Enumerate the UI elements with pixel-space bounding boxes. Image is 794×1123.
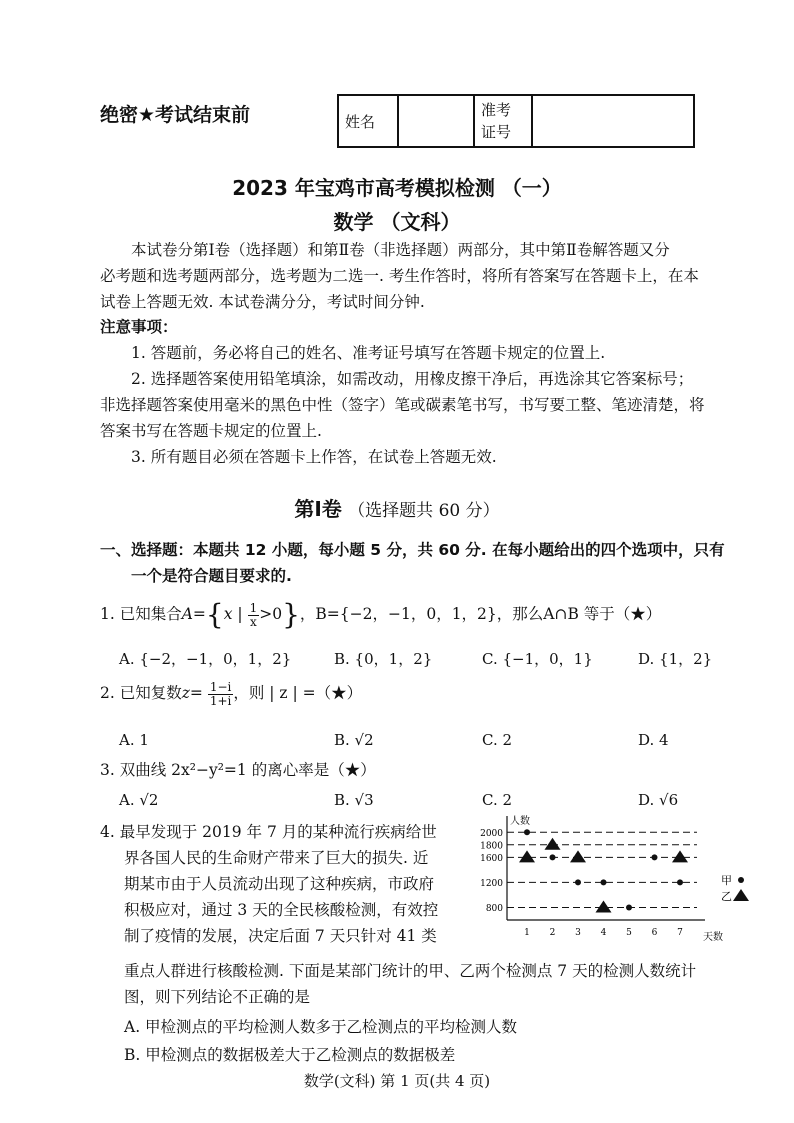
exam-id-label: 准考 证号 (474, 95, 532, 147)
notice-item-2-line-1: 2. 选择题答案使用铅笔填涂，如需改动，用橡皮擦干净后，再选涂其它答案标号； (131, 370, 694, 388)
question-3-option-a[interactable]: A. √2 (119, 791, 159, 809)
y-tick-label: 800 (485, 903, 503, 914)
name-field[interactable] (398, 95, 474, 147)
notice-item-2-line-2: 非选择题答案使用毫米的黑色中性（签字）笔或碳素笔书写，书写要工整、笔迹清楚，将 (100, 396, 705, 414)
question-1-option-c[interactable]: C. {−1，0，1} (482, 650, 593, 668)
name-label: 姓名 (338, 95, 398, 147)
question-2-option-a[interactable]: A. 1 (119, 731, 149, 749)
point-jia (626, 904, 632, 910)
x-tick-label: 5 (626, 928, 632, 938)
notice-item-1: 1. 答题前，务必将自己的姓名、准考证号填写在答题卡规定的位置上. (131, 344, 606, 362)
legend-label-yi: 乙 (721, 890, 732, 903)
page-footer: 数学(文科) 第 1 页(共 4 页) (303, 1072, 491, 1090)
question-4-line-4: 积极应对，通过 3 天的全民核酸检测，有效控 (124, 901, 439, 919)
question-4-option-b[interactable]: B. 甲检测点的数据极差大于乙检测点的数据极差 (124, 1046, 456, 1064)
intro-line-3: 试卷上答题无效. 本试卷满分分，考试时间分钟. (100, 293, 425, 311)
x-tick-label: 1 (524, 928, 530, 938)
notice-item-2-line-3: 答案书写在答题卡规定的位置上. (100, 422, 322, 440)
confidential-label: 绝密★考试结束前 (100, 104, 251, 126)
detection-count-chart (465, 812, 765, 947)
y-tick-label: 1600 (480, 853, 503, 864)
section-title: 第Ⅰ卷 （选择题共 60 分） (294, 497, 500, 521)
point-yi (596, 900, 612, 912)
point-yi (545, 838, 561, 850)
question-4-line-1: 4. 最早发现于 2019 年 7 月的某种流行疾病给世 (100, 823, 437, 841)
point-jia (652, 854, 658, 860)
y-tick-label: 1200 (480, 878, 503, 889)
question-1-option-a[interactable]: A. {−2，−1，0，1，2} (119, 650, 292, 668)
question-4-line-5: 制了疫情的发展，决定后面 7 天只针对 41 类 (124, 927, 437, 945)
point-jia (601, 879, 607, 885)
legend-marker-jia (738, 877, 744, 883)
intro-line-2: 必考题和选考题两部分，选考题为二选一. 考生作答时，将所有答案写在答题卡上，在本 (100, 267, 699, 285)
y-axis-label: 人数 (510, 816, 530, 827)
question-3-option-c[interactable]: C. 2 (482, 791, 513, 809)
question-2-option-b[interactable]: B. √2 (334, 731, 374, 749)
x-tick-label: 7 (677, 928, 683, 938)
candidate-info-box (337, 94, 695, 148)
question-1-option-b[interactable]: B. {0，1，2} (334, 650, 433, 668)
question-2-stem: 2. 已知复数z= $\frac{1-i}{1+i}$ ，则 | z | =（★） (100, 679, 363, 708)
subject-title: 数学 （文科） (333, 210, 461, 234)
intro-line-1: 本试卷分第Ⅰ卷（选择题）和第Ⅱ卷（非选择题）两部分，其中第Ⅱ卷解答题又分 (131, 241, 670, 259)
x-axis-label: 天数 (703, 932, 723, 943)
question-4-line-6: 重点人群进行核酸检测. 下面是某部门统计的甲、乙两个检测点 7 天的检测人数统计 (124, 962, 697, 980)
y-tick-label: 2000 (480, 828, 503, 839)
question-4-line-7: 图，则下列结论不正确的是 (124, 988, 311, 1006)
x-tick-label: 4 (600, 928, 607, 938)
legend-marker-yi (733, 889, 749, 901)
point-jia (677, 879, 683, 885)
point-yi (672, 850, 688, 862)
question-4-line-2: 界各国人民的生命财产带来了巨大的损失. 近 (124, 849, 429, 867)
question-3-stem: 3. 双曲线 2x²−y²=1 的离心率是（★） (100, 761, 376, 779)
notice-item-3: 3. 所有题目必须在答题卡上作答，在试卷上答题无效. (131, 448, 497, 466)
y-tick-label: 1800 (480, 841, 503, 852)
point-yi (519, 850, 535, 862)
exam-id-field[interactable] (532, 95, 694, 147)
point-jia (575, 879, 581, 885)
question-1-stem: 1. 已知集合A={x | $\frac{1}{x}$ >0}，B={−2，−1，0，1，2}，那么A∩B 等于（★） (100, 597, 662, 631)
question-4-line-3: 期某市由于人员流动出现了这种疾病，市政府 (124, 875, 435, 893)
exam-title: 2023 年宝鸡市高考模拟检测 （一） (232, 176, 562, 200)
question-3-option-d[interactable]: D. √6 (638, 791, 679, 809)
section-instruction-line-2: 一个是符合题目要求的. (131, 567, 292, 585)
section-instruction-line-1: 一、选择题：本题共 12 小题，每小题 5 分，共 60 分. 在每小题给出的四个选项中，只有 (100, 541, 725, 559)
notice-heading: 注意事项： (100, 318, 178, 336)
point-jia (550, 854, 556, 860)
point-yi (570, 850, 586, 862)
question-2-option-c[interactable]: C. 2 (482, 731, 513, 749)
question-2-option-d[interactable]: D. 4 (638, 731, 669, 749)
question-4-option-a[interactable]: A. 甲检测点的平均检测人数多于乙检测点的平均检测人数 (124, 1018, 518, 1036)
question-1-option-d[interactable]: D. {1，2} (638, 650, 713, 668)
x-tick-label: 2 (549, 928, 556, 938)
legend-label-jia: 甲 (721, 874, 732, 887)
x-tick-label: 3 (575, 928, 581, 938)
point-jia (524, 829, 530, 835)
question-3-option-b[interactable]: B. √3 (334, 791, 374, 809)
x-tick-label: 6 (651, 928, 658, 938)
